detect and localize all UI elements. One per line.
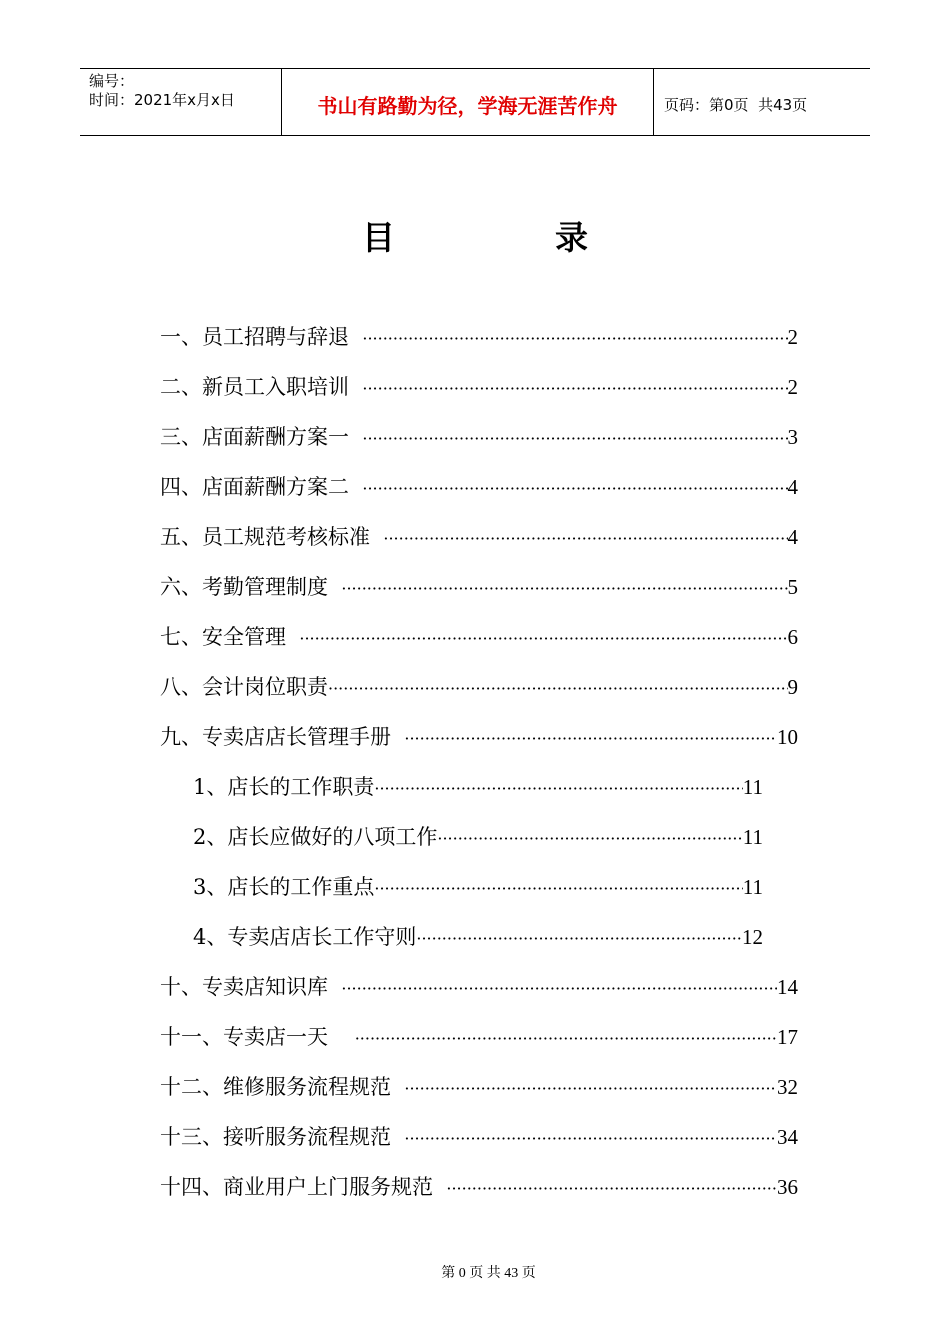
toc-leader-dots [341, 972, 777, 1006]
toc-leader-dots [362, 422, 787, 456]
toc-entry-label: 3、店长的工作重点 [193, 875, 375, 899]
toc-entry[interactable] [160, 970, 798, 1004]
header-slogan: 书山有路勤为径，学海无涯苦作舟 [282, 69, 654, 135]
toc-entry-page: 32 [777, 1075, 798, 1099]
toc-entry-label: 1、店长的工作职责 [193, 775, 375, 799]
toc-leader-dots [341, 572, 787, 606]
toc-entry-page: 9 [787, 675, 798, 699]
header-meta [80, 69, 282, 135]
toc-leader-dots [437, 822, 742, 856]
toc-entry-page: 17 [777, 1025, 798, 1049]
toc-entry[interactable] [160, 1120, 798, 1154]
toc-entry[interactable] [160, 1020, 798, 1054]
toc-entry-page: 2 [787, 325, 798, 349]
toc-entry[interactable] [160, 670, 798, 704]
toc-entry-page: 3 [787, 425, 798, 449]
toc-entry-page: 36 [777, 1175, 798, 1199]
toc-leader-dots [328, 672, 788, 706]
toc-entry-page: 6 [787, 625, 798, 649]
toc-entry-label: 十一、专卖店一天 [160, 1025, 355, 1049]
toc-entry[interactable] [160, 470, 798, 504]
toc-leader-dots [374, 872, 742, 906]
page-title [0, 212, 950, 262]
toc-leader-dots [362, 472, 787, 506]
toc-entry-label: 三、店面薪酬方案一 [160, 425, 363, 449]
toc-entry[interactable] [160, 570, 798, 604]
toc-entry-page: 11 [742, 825, 763, 849]
title-char-2: 录 [555, 218, 588, 257]
toc-leader-dots [404, 722, 777, 756]
toc-entry-label: 十二、维修服务流程规范 [160, 1075, 405, 1099]
document-time-label: 时间：2021年x月x日 [89, 91, 235, 109]
toc-entry-page: 11 [742, 775, 763, 799]
title-char-1: 目 [362, 218, 395, 257]
toc-entry[interactable] [160, 1170, 798, 1204]
toc-leader-dots [404, 1122, 777, 1156]
toc-entry-label: 二、新员工入职培训 [160, 375, 363, 399]
toc-entry-page: 14 [777, 975, 798, 999]
toc-entry-label: 十四、商业用户上门服务规范 [160, 1175, 447, 1199]
toc-entry-page: 34 [777, 1125, 798, 1149]
toc-entry[interactable] [160, 620, 798, 654]
toc-entry-label: 四、店面薪酬方案二 [160, 475, 363, 499]
toc-entry[interactable] [160, 520, 798, 554]
toc-entry[interactable] [160, 420, 798, 454]
toc-entry-label: 五、员工规范考核标准 [160, 525, 384, 549]
toc-leader-dots [362, 322, 787, 356]
toc-entry-page: 11 [742, 875, 763, 899]
toc-leader-dots [446, 1172, 777, 1206]
page-footer [0, 1246, 950, 1282]
toc-subentry[interactable] [193, 820, 763, 854]
toc-entry[interactable] [160, 1070, 798, 1104]
toc-entry-page: 5 [787, 575, 798, 599]
footer-page-number: 第 0 页 共 43 页 [441, 1266, 536, 1281]
toc-entry[interactable] [160, 370, 798, 404]
toc-entry-page: 4 [787, 525, 798, 549]
toc-entry[interactable] [160, 720, 798, 754]
document-number-label: 编号： [89, 72, 135, 90]
toc-entry[interactable] [160, 320, 798, 354]
toc-leader-dots [374, 772, 742, 806]
page-header [80, 68, 870, 136]
toc-entry-label: 六、考勤管理制度 [160, 575, 342, 599]
toc-entry-label: 4、专卖店店长工作守则 [193, 925, 417, 949]
toc-leader-dots [362, 372, 787, 406]
toc-leader-dots [355, 1022, 777, 1056]
toc-subentry[interactable] [193, 770, 763, 804]
toc-leader-dots [383, 522, 787, 556]
toc-entry-label: 十、专卖店知识库 [160, 975, 342, 999]
toc-entry-page: 10 [777, 725, 798, 749]
toc-entry-page: 4 [787, 475, 798, 499]
toc-entry-label: 八、会计岗位职责 [160, 675, 328, 699]
toc-entry-label: 九、专卖店店长管理手册 [160, 725, 405, 749]
toc-entry-label: 一、员工招聘与辞退 [160, 325, 363, 349]
toc-entry-label: 十三、接听服务流程规范 [160, 1125, 405, 1149]
toc-entry-page: 12 [742, 925, 763, 949]
toc-subentry[interactable] [193, 870, 763, 904]
toc-entry-label: 七、安全管理 [160, 625, 300, 649]
toc-entry-label: 2、店长应做好的八项工作 [193, 825, 438, 849]
toc-leader-dots [299, 622, 787, 656]
header-page-info: 页码：第0页 共43页 [664, 95, 808, 114]
toc-leader-dots [404, 1072, 777, 1106]
toc-entry-page: 2 [787, 375, 798, 399]
toc-leader-dots [416, 922, 742, 956]
toc-subentry[interactable] [193, 920, 763, 954]
